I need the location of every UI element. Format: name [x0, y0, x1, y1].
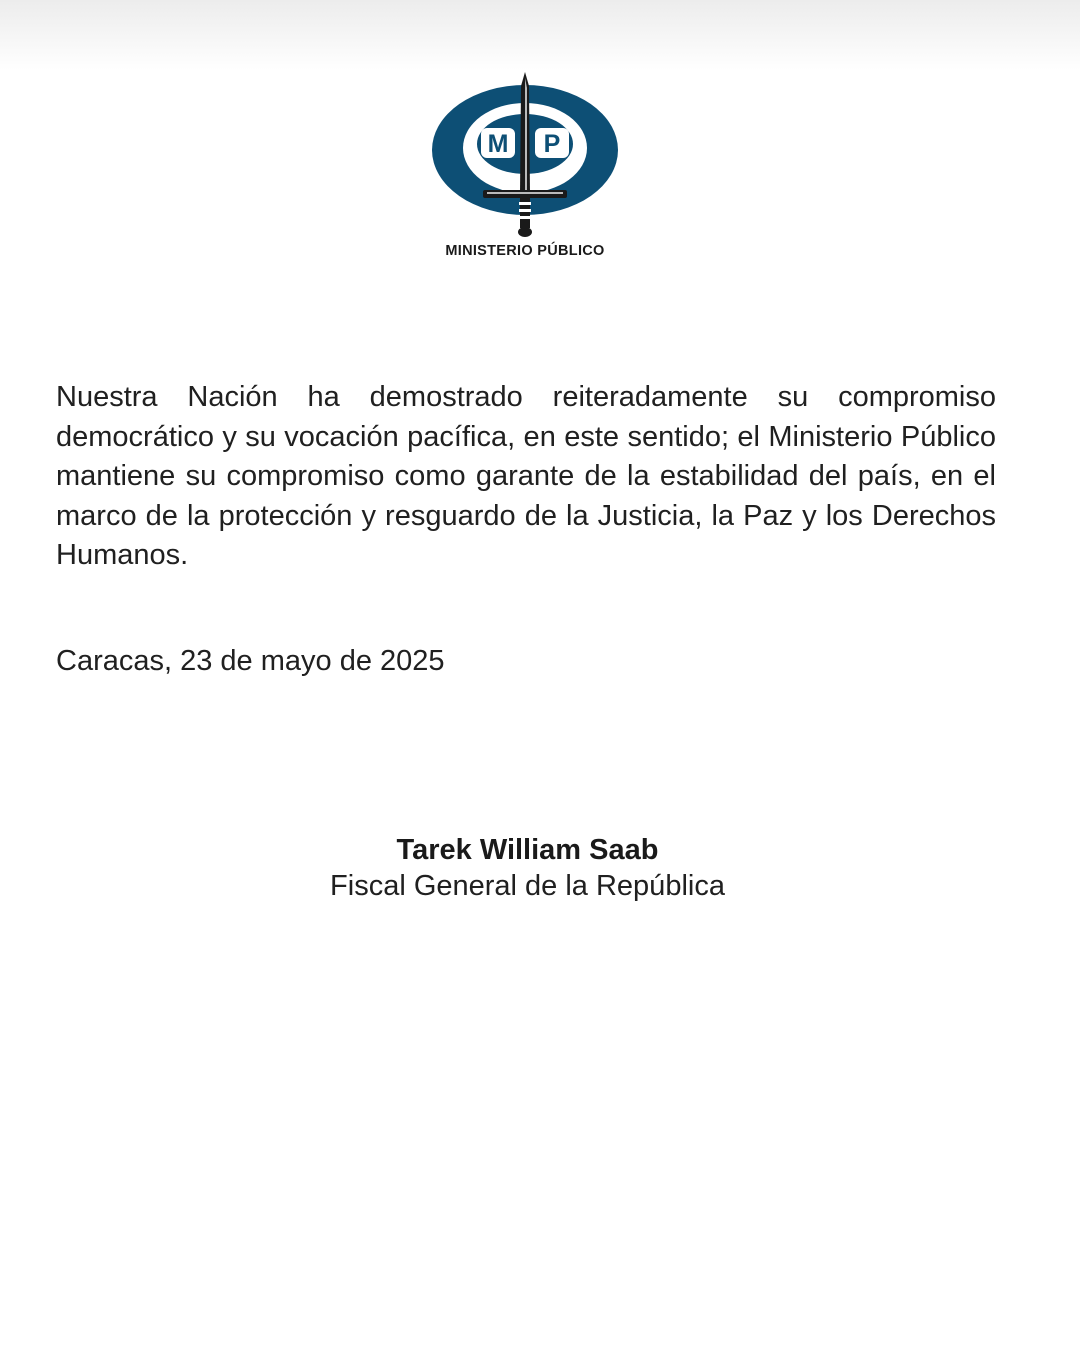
svg-text:M: M	[487, 130, 509, 158]
signer-name: Tarek William Saab	[396, 834, 659, 866]
ministerio-publico-emblem-icon	[425, 68, 625, 243]
signature-block	[0, 832, 1055, 904]
statement-body: Nuestra Nación ha demostrado reiteradamente su compromiso democrático y su vocación pacífica, en este sentido; el Ministerio Público mantiene su compromiso como garante de la estabilidad del país, en el marco de la protección y resguardo de la Justicia, la Paz y los Derechos Humanos.	[56, 381, 996, 571]
top-edge-shade	[0, 0, 1080, 70]
svg-text:P: P	[543, 130, 561, 158]
signer-title: Fiscal General de la República	[330, 870, 725, 902]
logo-caption: MINISTERIO PÚBLICO	[445, 243, 605, 259]
date-line: Caracas, 23 de mayo de 2025	[56, 645, 445, 677]
